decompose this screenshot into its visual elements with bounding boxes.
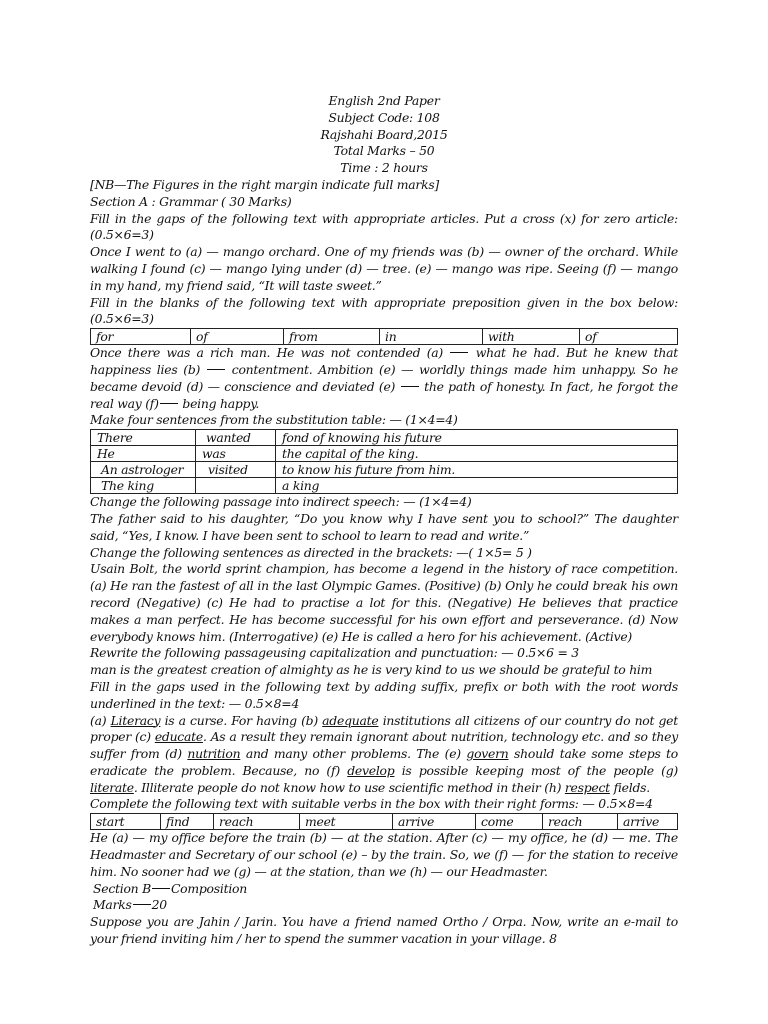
exam-header	[90, 93, 678, 177]
q7-text-part: is a curse. For having (b)	[160, 712, 323, 728]
blank-line	[207, 369, 225, 370]
box-word: start	[91, 814, 161, 830]
box-word: arrive	[618, 814, 678, 830]
box-word: of	[580, 329, 678, 345]
q7-text-part: . As a result they remain ignorant about nutrition, technology etc. and so they suffer from (d)	[90, 729, 678, 762]
table-row	[91, 446, 678, 462]
table-cell: There	[91, 430, 196, 446]
q6-text: man is the greatest creation of almighty as he is very kind to us we should be grateful to him	[90, 662, 653, 678]
table-cell: to know his future from him.	[276, 462, 678, 478]
table-cell: visited	[196, 462, 276, 478]
table-cell: the capital of the king.	[276, 446, 678, 462]
q7-text	[90, 713, 678, 797]
blank-line	[401, 386, 419, 387]
table-cell: An astrologer	[91, 462, 196, 478]
q5-text: Usain Bolt, the world sprint champion, has become a legend in the history of race competition. (a) He ran the fastest of all in the last Olympic Games. (Positive) (b) Only he could break his own record (Negative) (c) He had to practise a lot for this. (Negative) He believes that practice makes a man perfect. He has become successful for his own effort and perseverance. (d) Now everybody knows him. (Interrogative) (e) He is called a hero for his achievement. (Active)	[90, 561, 678, 644]
box-word: arrive	[393, 814, 476, 830]
dash-line	[133, 904, 151, 905]
table-cell	[196, 478, 276, 494]
q8-text: He (a) — my office before the train (b) — at the station. After (c) — my office, he (d) — me. The Headmaster and Secretary of our school (e) – by the train. So, we (f) — for the station to receive him. No sooner had we (g) — at the station, than we (h) — our Headmaster.	[90, 830, 678, 879]
blank-line	[160, 403, 178, 404]
table-cell: fond of knowing his future	[276, 430, 678, 446]
q7-text-part: institutions all citizens of our country do not get proper (c)	[90, 712, 678, 745]
section-b-label: Section B	[93, 880, 151, 896]
q2-text-part: contentment. Ambition (e) — worldly things made him unhappy. So he became devoid (d) — conscience and deviated (e)	[90, 361, 678, 394]
nb-note: [NB—The Figures in the right margin indicate full marks]	[90, 176, 440, 192]
section-b-suffix: Composition	[170, 880, 247, 896]
q2-text	[90, 345, 678, 412]
root-word: nutrition	[187, 746, 241, 762]
table-row	[91, 430, 678, 446]
root-word: Literacy	[110, 712, 161, 728]
marks-value: 20	[151, 897, 167, 913]
q2-instruction: Fill in the blanks of the following text with appropriate preposition given in the box below: (0.5×6=3)	[90, 294, 678, 327]
q8-instruction: Complete the following text with suitable verbs in the box with their right forms: — 0.5×8=4	[90, 796, 653, 812]
box-word: come	[476, 814, 543, 830]
q3-instruction: Make four sentences from the substitution table: — (1×4=4)	[90, 412, 458, 428]
exam-time: Time : 2 hours	[340, 160, 428, 176]
box-word: for	[91, 329, 191, 345]
box-word: reach	[543, 814, 618, 830]
box-word: of	[191, 329, 284, 345]
q2-text-part: Once there was a rich man. He was not contended (a)	[90, 345, 450, 361]
table-cell: wanted	[196, 430, 276, 446]
q4-instruction: Change the following passage into indirect speech: — (1×4=4)	[90, 494, 472, 510]
q9-text: Suppose you are Jahin / Jarin. You have a friend named Ortho / Orpa. Now, write an e-mail to your friend inviting him / her to spend the summer vacation in your village. 8	[90, 914, 678, 947]
table-cell: The king	[91, 478, 196, 494]
q7-text-part: and many other problems. The (e)	[240, 746, 467, 762]
box-word: in	[380, 329, 483, 345]
box-word: find	[161, 814, 214, 830]
section-a-title: Section A : Grammar ( 30 Marks)	[90, 193, 292, 209]
box-word: reach	[214, 814, 300, 830]
q1-text: Once I went to (a) — mango orchard. One of my friends was (b) — owner of the orchard. While walking I found (c) — mango lying under (d) — tree. (e) — mango was ripe. Seeing (f) — mango in my hand, my friend said, “It will taste sweet.”	[90, 244, 678, 293]
q2-preposition-box	[90, 328, 678, 345]
q2-text-part: being happy.	[178, 395, 260, 411]
q7-text-part: . Illiterate people do not know how to use scientific method in their (h)	[133, 779, 565, 795]
q2-text-part: the path of honesty. In fact, he forgot the real way (f)	[90, 378, 678, 411]
subject-code: Subject Code: 108	[328, 109, 440, 125]
box-word: from	[284, 329, 380, 345]
table-cell: was	[196, 446, 276, 462]
table-row	[91, 478, 678, 494]
table-cell: He	[91, 446, 196, 462]
root-word: literate	[90, 779, 134, 795]
root-word: govern	[466, 746, 509, 762]
q7-text-part: should take some steps to eradicate the problem. Because, no (f)	[90, 746, 678, 778]
q8-verb-box	[90, 813, 678, 830]
root-word: educate	[154, 729, 203, 745]
q2-text-part: what he had. But he knew that happiness lies (b)	[90, 345, 678, 377]
blank-line	[450, 352, 468, 353]
board-name: Rajshahi Board,2015	[320, 126, 448, 142]
exam-title: English 2nd Paper	[328, 93, 440, 108]
exam-page	[90, 93, 678, 948]
marks-label: Marks	[93, 897, 132, 913]
dash-line	[152, 888, 170, 889]
root-word: develop	[347, 762, 395, 778]
box-word: meet	[300, 814, 393, 830]
q7-text-part: is possible keeping most of the people (g)	[394, 762, 679, 778]
q6-instruction: Rewrite the following passageusing capitalization and punctuation: — 0.5×6 = 3	[90, 645, 579, 661]
q5-instruction: Change the following sentences as directed in the brackets: —( 1×5= 5 )	[90, 544, 532, 560]
root-word: respect	[564, 779, 610, 795]
q7-instruction: Fill in the gaps used in the following text by adding suffix, prefix or both with the root words underlined in the text: — 0.5×8=4	[90, 678, 678, 711]
q4-text: The father said to his daughter, “Do you know why I have sent you to school?” The daughter said, “Yes, I know. I have been sent to school to learn to read and write.”	[90, 510, 678, 543]
section-b-marks	[90, 897, 678, 914]
q7-text-part: fields.	[609, 779, 650, 795]
section-b-title	[90, 881, 678, 898]
table-cell: a king	[276, 478, 678, 494]
q7-text-part: (a)	[90, 712, 111, 728]
root-word: adequate	[322, 712, 379, 728]
q1-instruction: Fill in the gaps of the following text with appropriate articles. Put a cross (x) for zero article: (0.5×6=3)	[90, 210, 678, 243]
total-marks: Total Marks – 50	[333, 143, 435, 159]
box-word: with	[483, 329, 580, 345]
table-row	[91, 462, 678, 478]
substitution-table	[90, 429, 678, 494]
